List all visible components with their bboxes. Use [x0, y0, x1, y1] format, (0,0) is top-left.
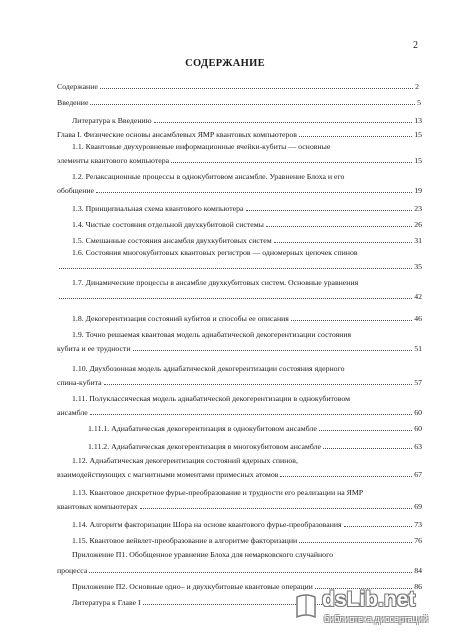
toc-entry-page: 13: [414, 116, 422, 125]
toc-entry-first-line: 1.9. Точно решаемая квантовая модель адиабатической декогерентизации состояния: [72, 330, 352, 339]
watermark[interactable]: [294, 590, 444, 630]
toc-entry[interactable]: [72, 516, 422, 529]
leader-dots: [171, 162, 412, 163]
toc-entry-page: 15: [414, 156, 422, 165]
leader-dots: [266, 226, 412, 227]
toc-entry-text: элементы квантового компьютера: [57, 156, 170, 165]
toc-entry[interactable]: [57, 94, 421, 107]
leader-dots: [90, 414, 412, 415]
toc-entry-text: 1.4. Чистые состояния отдельной двухкубитовой системы: [72, 220, 264, 229]
toc-entry-text: кубита и ее трудности: [57, 344, 131, 353]
toc-entry-page: 5: [417, 98, 421, 107]
leader-dots: [323, 448, 412, 449]
toc-entry-text: Глава I. Физические основы ансамблевых ЯМР квантовых компьютеров: [57, 130, 297, 139]
toc-entry-text: обобщение: [57, 186, 95, 195]
toc-entry-text: 1.5. Смешанные состояния ансамбля двухкубитовых систем: [72, 236, 272, 245]
toc-entry-first-line: 1.7. Динамические процессы в ансамбле двухкубитовых систем. Основные уравнения: [72, 278, 359, 287]
toc-entry[interactable]: [57, 466, 422, 479]
leader-dots: [291, 320, 412, 321]
toc-entry[interactable]: [72, 310, 422, 323]
toc-entry-text: Литература к Главе I: [72, 598, 141, 607]
toc-entry-first-line: 1.11. Полуклассическая модель адиабатической декогерентизации в однокубитовом: [72, 394, 351, 403]
toc-entry-text: 1.8. Декогерентизация состояний кубитов и способы ее описания: [72, 314, 289, 323]
toc-entry-first-line: 1.1. Квантовые двухуровневые информационные ячейки-кубиты — основные: [72, 142, 331, 151]
toc-entry-first-line: 1.6. Состояния многокубитовых квантовых регистров — одномерных цепочек спинов: [72, 248, 358, 257]
toc-entry[interactable]: [57, 562, 422, 575]
toc-entry-page: 2: [415, 82, 419, 91]
toc-entry-page: 73: [414, 520, 422, 529]
watermark-logo: dsLib.net: [322, 588, 416, 611]
toc-entry[interactable]: [57, 404, 422, 417]
toc-entry-page: 19: [414, 186, 422, 195]
toc-entry-text: ансамбле: [57, 408, 88, 417]
toc-entry-page: 69: [414, 502, 422, 511]
leader-dots: [89, 572, 412, 573]
toc-entry[interactable]: [57, 374, 422, 387]
toc-entry-page: 60: [414, 424, 422, 433]
leader-dots: [59, 298, 412, 299]
toc-entry-page: 84: [414, 566, 422, 575]
toc-entry-page: 67: [414, 470, 422, 479]
leader-dots: [299, 542, 412, 543]
toc-entry[interactable]: [57, 78, 419, 91]
toc-entry[interactable]: [57, 182, 422, 195]
toc-entry-text: 1.11.1. Адиабатическая декогерентизация в однокубитовом ансамбле: [88, 424, 317, 433]
book-icon: [294, 593, 318, 621]
toc-entry-page: 26: [414, 220, 422, 229]
toc-entry[interactable]: [72, 216, 422, 229]
toc-entry[interactable]: [88, 420, 422, 433]
leader-dots: [96, 192, 412, 193]
leader-dots: [90, 104, 415, 105]
leader-dots: [344, 526, 413, 527]
toc-entry[interactable]: [57, 126, 422, 139]
toc-entry[interactable]: [72, 232, 422, 245]
leader-dots: [274, 242, 413, 243]
toc-entry-first-line: Приложение П1. Обобщенное уравнение Блоха для немарковского случайного: [72, 550, 333, 559]
toc-entry-first-line: 1.2. Релаксационные процессы в однокубитовом ансамбле. Уравнение Блоха и его: [72, 172, 345, 181]
toc-entry-page: 76: [414, 536, 422, 545]
toc-entry[interactable]: [57, 152, 422, 165]
toc-entry-text: Введение: [57, 98, 89, 107]
leader-dots: [104, 384, 413, 385]
toc-entry-page: 35: [414, 262, 422, 271]
toc-entry[interactable]: [57, 498, 422, 511]
page-title: СОДЕРЖАНИЕ: [185, 58, 265, 69]
toc-entry-page: 46: [414, 314, 422, 323]
toc-entry-page: 15: [414, 130, 422, 139]
toc-entry-page: 63: [414, 442, 422, 451]
toc-entry-text: 1.3. Принципиальная схема квантового компьютера: [72, 204, 244, 213]
toc-entry-text: Литература к Введению: [72, 116, 152, 125]
leader-dots: [100, 88, 413, 89]
toc-entry-text: Приложение П2. Основные одно– и двухкубитовые квантовые операции: [72, 582, 313, 591]
toc-entry-text: Содержание: [57, 82, 98, 91]
toc-entry-text: 1.14. Алгоритм факторизации Шора на основе квантового фурье-преобразования: [72, 520, 342, 529]
leader-dots: [280, 476, 412, 477]
toc-entry[interactable]: [57, 340, 422, 353]
leader-dots: [246, 210, 413, 211]
toc-entry[interactable]: [72, 532, 422, 545]
leader-dots: [140, 508, 413, 509]
toc-entry[interactable]: [88, 438, 422, 451]
toc-entry-text: 1.15. Квантовое вейвлет-преобразование в алгоритме факторизации: [72, 536, 298, 545]
toc-entry-page: 23: [414, 204, 422, 213]
toc-entry-page: 51: [414, 344, 422, 353]
leader-dots: [154, 122, 413, 123]
toc-entry-text: квантовых компьютерах: [57, 502, 138, 511]
leader-dots: [59, 268, 412, 269]
toc-entry-first-line: 1.13. Квантовое дискретное фурье-преобразование и трудности его реализации на ЯМР: [72, 488, 364, 497]
toc-entry-page: 57: [414, 378, 422, 387]
toc-entry[interactable]: [57, 288, 422, 301]
toc-entry-page: 42: [414, 292, 422, 301]
toc-entry-page: 60: [414, 408, 422, 417]
toc-entry-text: спина-кубита: [57, 378, 102, 387]
toc-entry[interactable]: [72, 200, 422, 213]
toc-entry-text: 1.11.2. Адиабатическая декогерентизация в многокубитовом ансамбле: [88, 442, 321, 451]
leader-dots: [319, 430, 412, 431]
toc-entry-page: 31: [414, 236, 422, 245]
leader-dots: [299, 136, 412, 137]
watermark-subtitle: библиотека диссертаций: [324, 614, 429, 624]
toc-entry[interactable]: [57, 258, 422, 271]
leader-dots: [133, 350, 413, 351]
toc-entry-page: 86: [414, 582, 422, 591]
toc-entry-text: процесса: [57, 566, 88, 575]
page-number: 2: [413, 40, 418, 51]
toc-entry[interactable]: [72, 112, 422, 125]
toc-entry-text: взаимодействующих с магнитными моментами примесных атомов: [57, 470, 279, 479]
toc-entry-first-line: 1.10. Двухбозонная модель адиабатической декогерентизации состояния ядерного: [72, 364, 345, 373]
toc-entry-first-line: 1.12. Адиабатическая декогерентизация состояний ядерных спинов,: [72, 456, 298, 465]
